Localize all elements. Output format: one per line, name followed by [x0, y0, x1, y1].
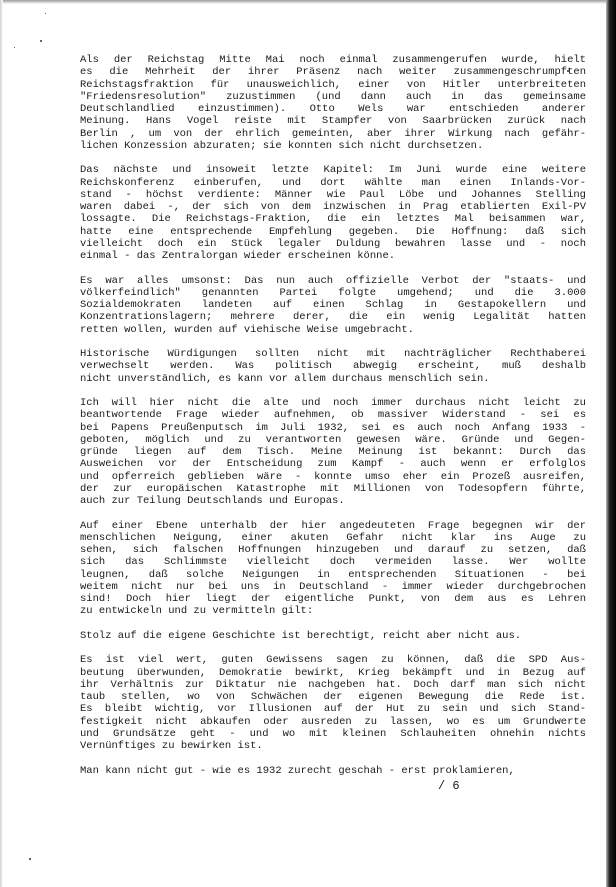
- text-line: verwechselt werden. Was politisch abwegig erscheint, muß deshalb: [80, 360, 586, 373]
- text-line: und Grundsätze geht - und wo mit kleinen Schlauheiten ohnehin nichts: [80, 727, 586, 740]
- text-line: Man kann nicht gut - wie es 1932 zurecht geschah - erst proklamieren,: [80, 764, 515, 777]
- text-line: Vernünftiges zu bewirken ist.: [80, 740, 263, 752]
- text-line: Deutschlandlied einzustimmen). Otto Wels war entschieden anderer: [80, 103, 586, 115]
- scan-edge-top: [0, 0, 616, 4]
- text-line: Sozialdemokraten landeten auf einen Schlag in Gestapokellern und: [80, 299, 586, 311]
- text-line: Reichskonferenz einberufen, und dort wählte man einen Inlands-Vor-: [80, 176, 586, 189]
- text-line: bei Papens Preußenputsch im Juli 1932, sei es auch noch Anfang 1933 -: [80, 421, 586, 434]
- scan-edge-right: [606, 0, 616, 887]
- text-line: und opferreich geblieben wäre - konnte umso eher ein Prozeß ausreifen,: [80, 470, 586, 483]
- scan-speck: [40, 40, 42, 42]
- page-number: / 6: [438, 779, 460, 793]
- text-line: nicht unverständlich, es kann vor allem durchaus menschlich sein.: [80, 372, 490, 385]
- text-line: festigkeit nicht abkaufen oder ausreden zu lassen, wo es um Grundwerte: [80, 715, 586, 728]
- paragraph-p3: [80, 275, 586, 336]
- text-line: lossagte. Die Reichstags-Fraktion, die ein letztes Mal beisammen war,: [80, 213, 586, 226]
- paragraph-p9: [80, 765, 586, 777]
- text-line: völkerfeindlich" genannten Partei folgte umgehend; und die 3.000: [80, 286, 586, 299]
- text-line: waren dabei -, der sich von dem inzwischen in Prag etablierten Exil-PV: [80, 201, 586, 213]
- paragraph-p5: [80, 397, 586, 507]
- paragraph-p6: [80, 520, 586, 618]
- text-line: Es bleibt wichtig, vor Illusionen auf der Hut zu sein und sich Stand-: [80, 703, 586, 716]
- text-line: Es war alles umsonst: Das nun auch offizielle Verbot der "staats- und: [80, 274, 586, 287]
- paragraph-p1: [80, 54, 586, 152]
- text-line: geboten, möglich und zu verantworten gewesen wäre. Gründe und Gegen-: [80, 433, 586, 446]
- text-line: gründe liegen auf dem Tisch. Meine Meinung ist bekannt: Durch das: [80, 446, 586, 458]
- document-body: [80, 54, 586, 789]
- paragraph-p7: [80, 630, 586, 642]
- text-line: retten wollen, wurden auf viehische Weise umgebracht.: [80, 323, 414, 336]
- scan-speck: [45, 13, 46, 14]
- text-line: hatte eine entsprechende Empfehlung gegeben. Die Hoffnung: daß sich: [80, 225, 586, 238]
- paragraph-p4: [80, 348, 586, 385]
- scan-speck: [14, 47, 15, 48]
- text-line: einmal - das Zentralorgan wieder erscheinen könne.: [80, 250, 396, 262]
- paragraph-p8: [80, 654, 586, 752]
- text-line: Meinung. Hans Vogel reiste mit Stampfer von Saarbrücken zurück nach: [80, 115, 586, 128]
- text-line: es die Mehrheit der ihrer Präsenz nach weiter zusammengeschrumpften: [80, 66, 586, 79]
- text-line: menschlichen Neigung, einer akuten Gefahr nicht klar ins Auge zu: [80, 531, 586, 544]
- text-line: sehen, sich falschen Hoffnungen hinzugeben und darauf zu setzen, daß: [80, 544, 586, 556]
- text-line: Reichstagsfraktion für unausweichlich, einer von Hitler unterbreiteten: [80, 78, 586, 91]
- text-line: ihr Verhältnis zur Diktatur nie nachgeben hat. Doch darf man sich nicht: [80, 678, 586, 691]
- text-line: auch zur Teilung Deutschlands und Europas.: [80, 495, 345, 507]
- scan-speck: [29, 858, 31, 860]
- text-line: vielleicht doch ein Stück legaler Duldung bewahren lasse und - noch: [80, 237, 586, 250]
- text-line: Als der Reichstag Mitte Mai noch einmal zusammengerufen wurde, hielt: [80, 54, 586, 66]
- text-line: Auf einer Ebene unterhalb der hier angedeuteten Frage begegnen wir der: [80, 519, 586, 532]
- paragraph-p2: [80, 164, 586, 262]
- text-line: weitem nicht nur bei uns in Deutschland - immer wieder durchgebrochen: [80, 580, 586, 593]
- text-line: leugnen, daß solche Neigungen in entsprechenden Situationen - bei: [80, 568, 586, 581]
- text-line: taub stellen, wo von Schwächen der eigenen Bewegung die Rede ist.: [80, 691, 586, 703]
- text-line: Ich will hier nicht die alte und noch immer durchaus nicht leicht zu: [80, 397, 586, 409]
- text-line: beantwortende Frage wieder aufnehmen, ob massiver Widerstand - sei es: [80, 409, 586, 422]
- text-line: zu entwickeln und zu vermitteln gilt:: [80, 605, 314, 618]
- text-line: sind! Doch hier liegt der eigentliche Punkt, von dem aus es Lehren: [80, 593, 586, 605]
- text-line: Historische Würdigungen sollten nicht mit nachträglicher Rechthaberei: [80, 348, 586, 360]
- text-line: Berlin , um von der ehrlich gemeinten, aber ihrer Wirkung nach gefähr-: [80, 127, 586, 140]
- text-line: lichen Konzession abzuraten; sie konnten sich nicht durchsetzen.: [80, 139, 484, 152]
- text-line: der zur europäischen Katastrophe mit Millionen von Todesopfern führte,: [80, 482, 586, 495]
- text-line: Stolz auf die eigene Geschichte ist berechtigt, reicht aber nicht aus.: [80, 629, 522, 642]
- text-line: Es ist viel wert, guten Gewissens sagen zu können, daß die SPD Aus-: [80, 654, 586, 667]
- text-line: Ausweichen vor der Entscheidung zum Kampf - auch wenn er erfolglos: [80, 458, 586, 471]
- text-line: beutung überwunden, Demokratie bewirkt, Krieg bekämpft und in Bezug auf: [80, 666, 586, 679]
- text-line: Das nächste und insoweit letzte Kapitel: Im Juni wurde eine weitere: [80, 164, 586, 177]
- scan-edge-left: [0, 0, 3, 887]
- text-line: "Friedensresolution" zuzustimmen (und dann auch in das gemeinsame: [80, 90, 586, 103]
- text-line: Konzentrationslagern; mehrere derer, die ein wenig Legalität hatten: [80, 311, 586, 324]
- text-line: stand - höchst verdiente: Männer wie Paul Löbe und Johannes Stelling: [80, 188, 586, 201]
- text-line: sich das Schlimmste vielleicht doch vermeiden lasse. Wer wollte: [80, 556, 586, 569]
